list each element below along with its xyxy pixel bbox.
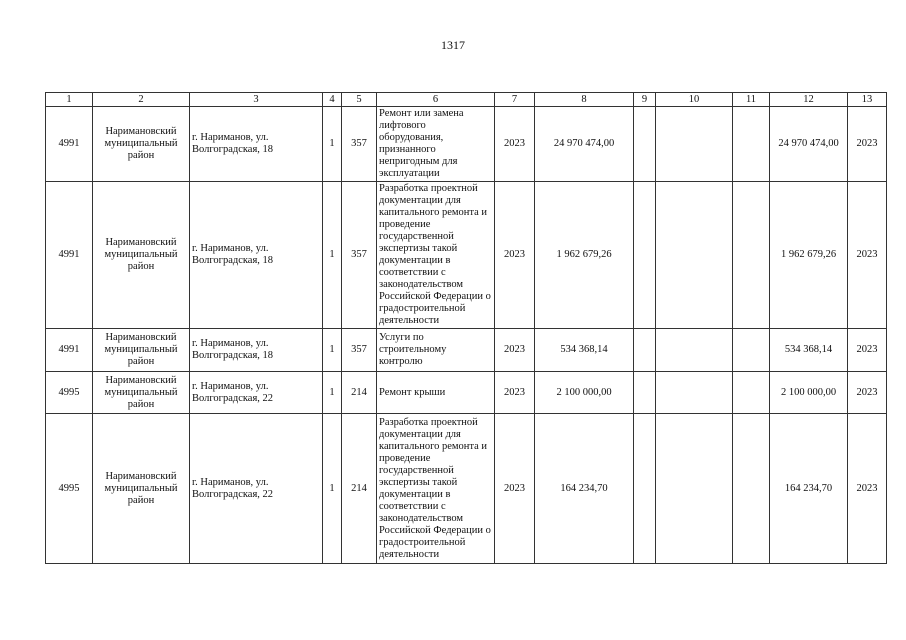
cell-year: 2023 bbox=[495, 182, 535, 329]
cell-col4: 1 bbox=[323, 182, 342, 329]
table-row bbox=[46, 329, 887, 372]
cell-address: г. Нариманов, ул. Волгоградская, 22 bbox=[190, 414, 323, 564]
cell-col10 bbox=[656, 329, 733, 372]
cell-col11 bbox=[733, 372, 770, 414]
cell-work-type: Ремонт крыши bbox=[377, 372, 495, 414]
cell-id: 4991 bbox=[46, 182, 93, 329]
cell-col9 bbox=[634, 372, 656, 414]
cell-completion-year: 2023 bbox=[848, 182, 887, 329]
cell-col10 bbox=[656, 107, 733, 182]
cell-work-type: Услуги по строительному контролю bbox=[377, 329, 495, 372]
cell-col5: 214 bbox=[342, 372, 377, 414]
page-number: 1317 bbox=[441, 38, 465, 52]
column-number: 2 bbox=[93, 93, 190, 107]
cell-work-type: Разработка проектной документации для капитального ремонта и проведение государственной экспертизы такой документации в соответствии с законодательством Российской Федерации о градостроительной деятельности bbox=[377, 182, 495, 329]
cell-col9 bbox=[634, 107, 656, 182]
cell-year: 2023 bbox=[495, 414, 535, 564]
column-number: 4 bbox=[323, 93, 342, 107]
cell-col5: 357 bbox=[342, 329, 377, 372]
cell-work-type: Ремонт или замена лифтового оборудования, признанного непригодным для эксплуатации bbox=[377, 107, 495, 182]
cell-id: 4995 bbox=[46, 414, 93, 564]
repair-register-table bbox=[45, 92, 887, 564]
cell-completion-year: 2023 bbox=[848, 414, 887, 564]
cell-col5: 214 bbox=[342, 414, 377, 564]
cell-year: 2023 bbox=[495, 372, 535, 414]
cell-address: г. Нариманов, ул. Волгоградская, 18 bbox=[190, 182, 323, 329]
column-number: 3 bbox=[190, 93, 323, 107]
cell-col10 bbox=[656, 414, 733, 564]
cell-district: Наримановский муниципальный район bbox=[93, 372, 190, 414]
cell-total-cost: 1 962 679,26 bbox=[535, 182, 634, 329]
cell-total-cost: 24 970 474,00 bbox=[535, 107, 634, 182]
column-number: 5 bbox=[342, 93, 377, 107]
cell-work-type: Разработка проектной документации для капитального ремонта и проведение государственной экспертизы такой документации в соответствии с законодательством Российской Федерации о градостроительной деятельности bbox=[377, 414, 495, 564]
cell-completion-year: 2023 bbox=[848, 329, 887, 372]
cell-col5: 357 bbox=[342, 107, 377, 182]
cell-col10 bbox=[656, 182, 733, 329]
cell-fund-amount: 1 962 679,26 bbox=[770, 182, 848, 329]
table-row bbox=[46, 372, 887, 414]
cell-col11 bbox=[733, 107, 770, 182]
cell-completion-year: 2023 bbox=[848, 107, 887, 182]
cell-fund-amount: 164 234,70 bbox=[770, 414, 848, 564]
cell-district: Наримановский муниципальный район bbox=[93, 182, 190, 329]
column-number: 10 bbox=[656, 93, 733, 107]
cell-id: 4995 bbox=[46, 372, 93, 414]
cell-col4: 1 bbox=[323, 372, 342, 414]
cell-id: 4991 bbox=[46, 107, 93, 182]
cell-col4: 1 bbox=[323, 329, 342, 372]
cell-fund-amount: 24 970 474,00 bbox=[770, 107, 848, 182]
table-row bbox=[46, 107, 887, 182]
cell-address: г. Нариманов, ул. Волгоградская, 22 bbox=[190, 372, 323, 414]
cell-col9 bbox=[634, 329, 656, 372]
cell-completion-year: 2023 bbox=[848, 372, 887, 414]
cell-col10 bbox=[656, 372, 733, 414]
column-number: 11 bbox=[733, 93, 770, 107]
column-number: 7 bbox=[495, 93, 535, 107]
cell-fund-amount: 534 368,14 bbox=[770, 329, 848, 372]
column-number: 13 bbox=[848, 93, 887, 107]
column-number: 9 bbox=[634, 93, 656, 107]
cell-col4: 1 bbox=[323, 414, 342, 564]
cell-col11 bbox=[733, 329, 770, 372]
cell-address: г. Нариманов, ул. Волгоградская, 18 bbox=[190, 107, 323, 182]
cell-total-cost: 534 368,14 bbox=[535, 329, 634, 372]
cell-col5: 357 bbox=[342, 182, 377, 329]
cell-col11 bbox=[733, 182, 770, 329]
column-number-row bbox=[46, 93, 887, 107]
cell-fund-amount: 2 100 000,00 bbox=[770, 372, 848, 414]
cell-id: 4991 bbox=[46, 329, 93, 372]
column-number: 8 bbox=[535, 93, 634, 107]
cell-col9 bbox=[634, 182, 656, 329]
cell-col11 bbox=[733, 414, 770, 564]
cell-col4: 1 bbox=[323, 107, 342, 182]
cell-col9 bbox=[634, 414, 656, 564]
cell-address: г. Нариманов, ул. Волгоградская, 18 bbox=[190, 329, 323, 372]
table-row bbox=[46, 414, 887, 564]
cell-district: Наримановский муниципальный район bbox=[93, 414, 190, 564]
cell-total-cost: 164 234,70 bbox=[535, 414, 634, 564]
cell-year: 2023 bbox=[495, 107, 535, 182]
column-number: 12 bbox=[770, 93, 848, 107]
column-number: 1 bbox=[46, 93, 93, 107]
cell-district: Наримановский муниципальный район bbox=[93, 107, 190, 182]
cell-total-cost: 2 100 000,00 bbox=[535, 372, 634, 414]
cell-district: Наримановский муниципальный район bbox=[93, 329, 190, 372]
column-number: 6 bbox=[377, 93, 495, 107]
cell-year: 2023 bbox=[495, 329, 535, 372]
table-row bbox=[46, 182, 887, 329]
